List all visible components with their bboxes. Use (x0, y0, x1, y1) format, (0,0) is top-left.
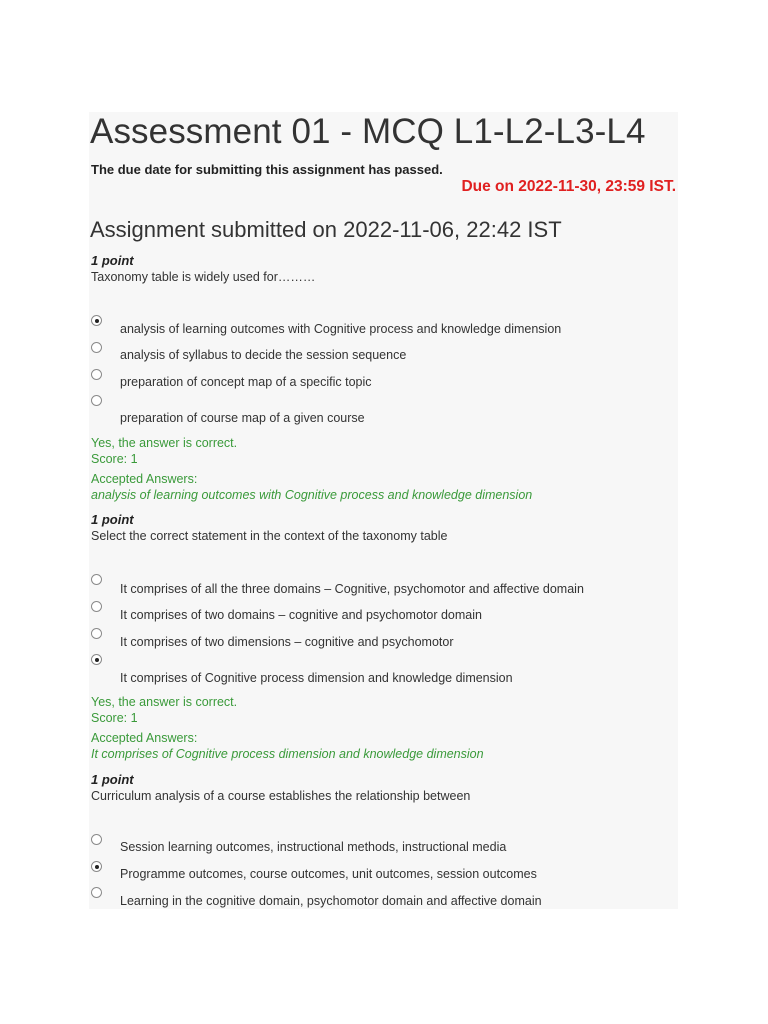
question-2-option-3-radio[interactable] (91, 628, 102, 639)
question-1-feedback: Yes, the answer is correct. (91, 436, 238, 450)
question-1-text: Taxonomy table is widely used for……… (91, 270, 316, 284)
question-2-text: Select the correct statement in the context of the taxonomy table (91, 529, 448, 543)
question-2-option-1[interactable]: It comprises of all the three domains – Cognitive, psychomotor and affective domain (120, 582, 584, 596)
question-2-feedback: Yes, the answer is correct. (91, 695, 238, 709)
question-1-accepted-answer: analysis of learning outcomes with Cognitive process and knowledge dimension (91, 488, 533, 502)
question-1-points: 1 point (91, 253, 134, 268)
question-2-accepted-answer: It comprises of Cognitive process dimension and knowledge dimension (91, 747, 484, 761)
question-2-option-2-radio[interactable] (91, 601, 102, 612)
question-1-option-2[interactable]: analysis of syllabus to decide the session sequence (120, 348, 407, 362)
question-2-option-4[interactable]: It comprises of Cognitive process dimension and knowledge dimension (120, 671, 513, 685)
question-3-option-3-radio[interactable] (91, 887, 102, 898)
question-2-points: 1 point (91, 512, 134, 527)
question-3-option-2-radio[interactable] (91, 861, 102, 872)
question-1-accepted-label: Accepted Answers: (91, 472, 198, 486)
question-3-points: 1 point (91, 772, 134, 787)
question-1-option-4[interactable]: preparation of course map of a given course (120, 411, 365, 425)
question-3-text: Curriculum analysis of a course establishes the relationship between (91, 789, 471, 803)
question-1-option-3[interactable]: preparation of concept map of a specific topic (120, 375, 372, 389)
question-1-option-2-radio[interactable] (91, 342, 102, 353)
question-1-score: Score: 1 (91, 452, 138, 466)
question-2-option-1-radio[interactable] (91, 574, 102, 585)
question-2-option-4-radio[interactable] (91, 654, 102, 665)
question-3-option-2[interactable]: Programme outcomes, course outcomes, unit outcomes, session outcomes (120, 867, 537, 881)
question-2-accepted-label: Accepted Answers: (91, 731, 198, 745)
question-3-option-1-radio[interactable] (91, 834, 102, 845)
question-3-option-1[interactable]: Session learning outcomes, instructional methods, instructional media (120, 840, 507, 854)
question-2-option-2[interactable]: It comprises of two domains – cognitive and psychomotor domain (120, 608, 482, 622)
due-date: Due on 2022-11-30, 23:59 IST. (461, 178, 676, 195)
question-1-option-3-radio[interactable] (91, 369, 102, 380)
question-1-option-1[interactable]: analysis of learning outcomes with Cognitive process and knowledge dimension (120, 322, 562, 336)
question-2-option-3[interactable]: It comprises of two dimensions – cognitive and psychomotor (120, 635, 454, 649)
question-3-option-3[interactable]: Learning in the cognitive domain, psychomotor domain and affective domain (120, 894, 542, 908)
page-title: Assessment 01 - MCQ L1-L2-L3-L4 (90, 112, 646, 151)
question-2-score: Score: 1 (91, 711, 138, 725)
submission-status: Assignment submitted on 2022-11-06, 22:42 IST (90, 217, 562, 242)
due-passed-notice: The due date for submitting this assignment has passed. (91, 162, 443, 177)
question-1-option-1-radio[interactable] (91, 315, 102, 326)
question-1-option-4-radio[interactable] (91, 395, 102, 406)
